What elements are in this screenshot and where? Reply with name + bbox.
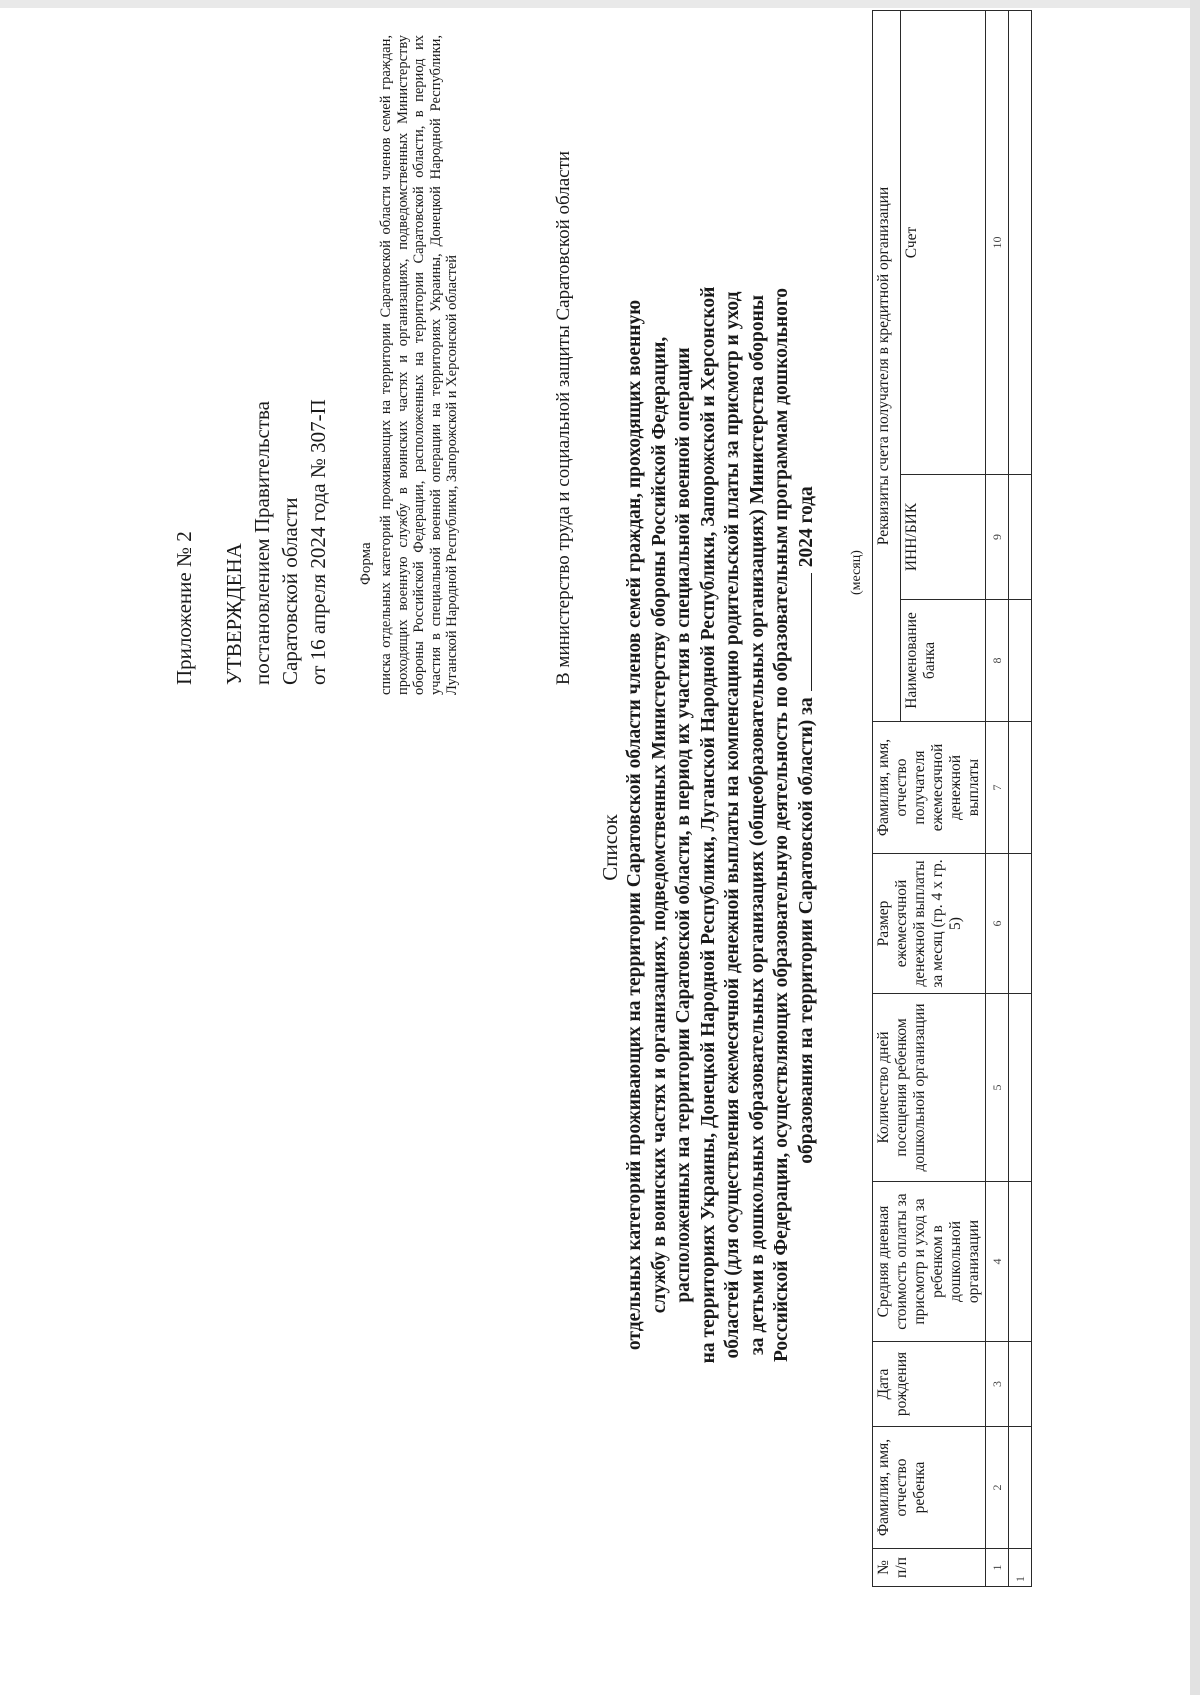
approval-date: от 16 апреля 2024 года № 307-П xyxy=(306,399,330,685)
list-heading-line: за детьми в дошкольных образовательных организациях (общеобразовательных организациях) Министерства обороны xyxy=(746,294,768,1356)
list-heading-line: на территориях Украины, Донецкой Народной Республики, Луганской Народной Республики, Запорожской и Херсонской xyxy=(697,286,719,1364)
header-cell: Фамилия, имя, отчество ребенка xyxy=(873,1427,986,1549)
table-cell xyxy=(1009,10,1032,474)
table-cell xyxy=(1009,600,1032,722)
header-cell: Счет xyxy=(901,10,986,474)
recipient: В министерство труда и социальной защиты Саратовской области xyxy=(553,150,574,685)
list-heading xyxy=(623,45,819,1605)
approval-block xyxy=(170,45,332,685)
header-cell: Дата рождения xyxy=(873,1342,986,1427)
header-cell: ИНН/БИК xyxy=(901,475,986,600)
list-heading-line: расположенных на территории Саратовской области, в период их участия в специальной военной операции xyxy=(673,347,694,1303)
list-heading-line: отдельных категорий проживающих на территории Саратовской области членов семей граждан, проходящих военную xyxy=(624,299,645,1351)
table-header-row xyxy=(873,10,901,1586)
column-number: 8 xyxy=(986,600,1009,722)
header-cell: Фамилия, имя, отчество получателя ежемесячной денежной выплаты xyxy=(873,722,986,854)
column-number: 9 xyxy=(986,475,1009,600)
header-cell: Средняя дневная стоимость оплаты за присмотр и уход за ребенком в дошкольной организации xyxy=(873,1182,986,1342)
annex-number: Приложение № 2 xyxy=(172,531,196,685)
table-row xyxy=(1009,10,1032,1586)
table-cell xyxy=(1009,1342,1032,1427)
column-number: 5 xyxy=(986,994,1009,1182)
header-cell: № п/п xyxy=(873,1549,986,1587)
table-cell xyxy=(1009,1182,1032,1342)
column-number: 2 xyxy=(986,1427,1009,1549)
header-cell: Наименование банка xyxy=(901,600,986,722)
register-table xyxy=(872,10,1032,1587)
header-group-cell: Реквизиты счета получателя в кредитной организации xyxy=(873,10,901,721)
column-number: 7 xyxy=(986,722,1009,854)
period-prefix: образования на территории Саратовской области) за xyxy=(795,697,817,1164)
list-heading-line xyxy=(795,45,820,1605)
form-label: Форма xyxy=(358,542,374,585)
approval-line: Саратовской области xyxy=(278,497,302,685)
month-note: (месяц) xyxy=(849,550,864,595)
approval-line: постановлением Правительства xyxy=(250,400,274,685)
table-cell xyxy=(1009,854,1032,994)
form-description: списка отдельных категорий проживающих на территории Саратовской области членов семей граждан, проходящих военную службу в воинских частях и организациях, подведомственных Министерству обороны Российской Федерации, расположенных на территории Саратовской области, в период их участия в специальной военной операции на территориях Украины, Донецкой Народной Республики, Луганской Народной Республики, Запорожской и Херсонской областей xyxy=(378,35,460,695)
table-cell xyxy=(1009,994,1032,1182)
column-number: 6 xyxy=(986,854,1009,994)
header-cell: Количество дней посещения ребенком дошкольной организации xyxy=(873,994,986,1182)
column-number: 10 xyxy=(986,10,1009,474)
column-number-row xyxy=(986,10,1009,1586)
table-cell xyxy=(1009,1427,1032,1549)
header-cell: Размер ежемесячной денежной выплаты за месяц (гр. 4 х гр. 5) xyxy=(873,854,986,994)
list-heading-line: службу в воинских частях и организациях, подведомственных Министерству обороны Российской Федерации, xyxy=(648,336,670,1314)
list-title: Список xyxy=(598,814,622,881)
list-heading-line: областей (для осуществления ежемесячной денежной выплаты на компенсацию родительской платы за присмотр и уход xyxy=(722,291,743,1359)
list-heading-line: Российской Федерации, осуществляющих образовательную деятельность по образовательным программам дошкольного xyxy=(771,287,792,1363)
table-cell xyxy=(1009,475,1032,600)
table-cell xyxy=(1009,722,1032,854)
month-blank xyxy=(811,573,812,691)
row-number: 1 xyxy=(1009,1549,1032,1587)
approved-label: УТВЕРЖДЕНА xyxy=(222,543,246,685)
period-year: 2024 года xyxy=(795,486,817,568)
column-number: 1 xyxy=(986,1549,1009,1587)
column-number: 3 xyxy=(986,1342,1009,1427)
column-number: 4 xyxy=(986,1182,1009,1342)
